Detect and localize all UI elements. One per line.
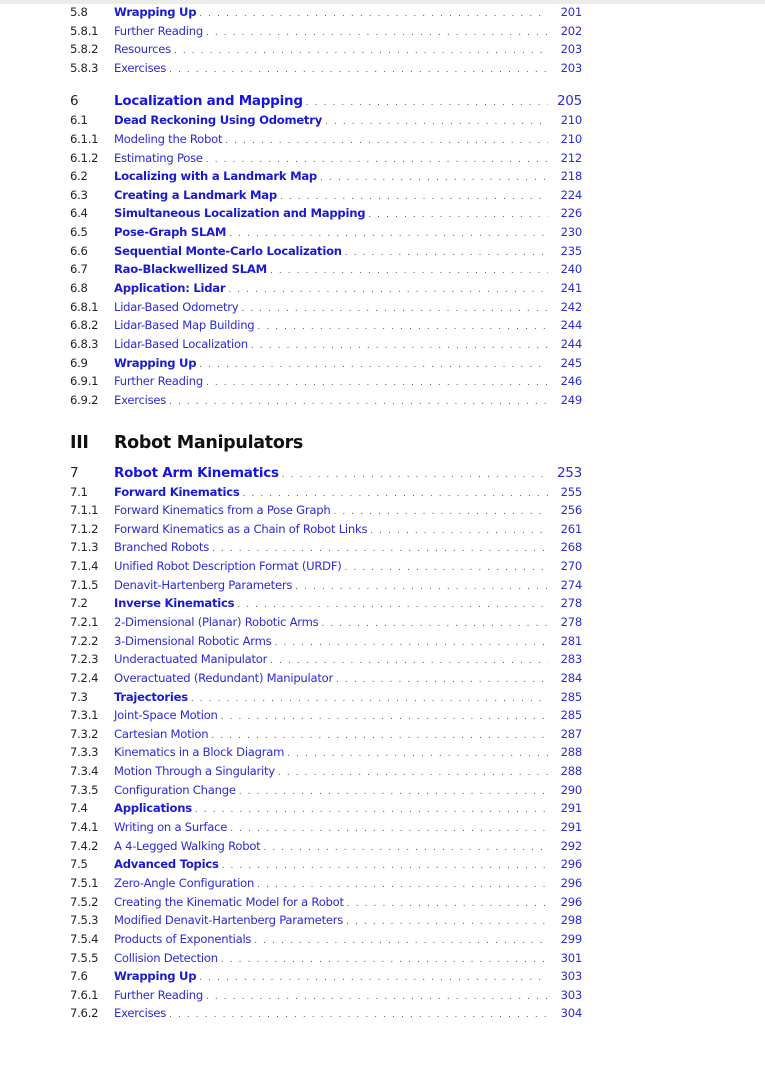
section-number: 7.6 (70, 969, 88, 984)
leader-dots (287, 745, 548, 764)
section-page-link[interactable]: 288 (560, 764, 582, 779)
section-title-link[interactable]: Resources (114, 42, 171, 57)
leader-dots (295, 578, 548, 597)
section-page-link[interactable]: 270 (560, 559, 582, 574)
part-number: III (70, 432, 89, 453)
section-page-link[interactable]: 290 (560, 782, 582, 797)
section-page-link[interactable]: 283 (560, 652, 582, 667)
section-number: 7.1.3 (70, 540, 99, 555)
section-title-link[interactable]: Kinematics in a Block Diagram (114, 745, 285, 760)
section-page-link[interactable]: 298 (560, 913, 582, 928)
toc-subsection-row[interactable] (70, 837, 582, 856)
section-title-link[interactable]: Exercises (114, 1006, 167, 1021)
section-title-link[interactable]: Forward Kinematics from a Pose Graph (114, 503, 331, 518)
section-page-link[interactable]: 249 (560, 392, 582, 407)
section-title-link[interactable]: 2-Dimensional (Planar) Robotic Arms (114, 614, 319, 629)
section-page-link[interactable]: 201 (560, 5, 582, 19)
section-number: 7.6.1 (70, 987, 99, 1002)
section-title-link[interactable]: Pose-Graph SLAM (114, 225, 227, 240)
section-title-link[interactable]: Forward Kinematics (114, 484, 240, 499)
toc-section-row[interactable] (70, 688, 582, 707)
section-page-link[interactable]: 224 (560, 187, 582, 202)
section-page-link[interactable]: 278 (560, 614, 582, 629)
section-number: 5.8.1 (70, 23, 99, 38)
section-title-link[interactable]: Simultaneous Localization and Mapping (114, 206, 366, 221)
toc-subsection-row[interactable] (70, 669, 582, 688)
section-title-link[interactable]: Creating the Kinematic Model for a Robot (114, 894, 344, 909)
leader-dots (345, 559, 548, 578)
toc-subsection-row[interactable] (70, 538, 582, 557)
toc-subsection-row[interactable] (70, 818, 582, 837)
leader-dots (169, 61, 548, 80)
section-title-link[interactable]: Trajectories (114, 689, 188, 704)
section-number: 6.5 (70, 225, 88, 240)
toc-subsection-row[interactable] (70, 706, 582, 725)
toc-subsection-row[interactable] (70, 316, 582, 335)
section-page-link[interactable]: 285 (560, 689, 582, 704)
leader-dots (222, 857, 548, 876)
section-page-link[interactable]: 255 (560, 484, 582, 499)
section-page-link[interactable]: 202 (560, 23, 582, 38)
toc-subsection-row[interactable] (70, 911, 582, 930)
section-title-link[interactable]: Exercises (114, 60, 167, 75)
section-page-link[interactable]: 244 (560, 318, 582, 333)
section-number: 6.7 (70, 262, 88, 277)
section-title-link[interactable]: Applications (114, 801, 192, 816)
toc-block-chapter6 (70, 111, 582, 409)
section-page-link[interactable]: 261 (560, 521, 582, 536)
section-number: 7.2.3 (70, 652, 99, 667)
section-number: 7.4 (70, 801, 88, 816)
leader-dots (199, 5, 548, 24)
toc-subsection-row[interactable] (70, 576, 582, 595)
leader-dots (278, 764, 548, 783)
section-page-link[interactable]: 287 (560, 726, 582, 741)
section-number: 7.3 (70, 689, 88, 704)
toc-subsection-row[interactable] (70, 986, 582, 1005)
section-title-link[interactable]: Cartesian Motion (114, 726, 209, 741)
section-title-link[interactable]: Denavit-Hartenberg Parameters (114, 577, 293, 592)
section-title-link[interactable]: Unified Robot Description Format (URDF) (114, 559, 342, 574)
section-title-link[interactable]: Exercises (114, 392, 167, 407)
section-title-link[interactable]: Estimating Pose (114, 150, 203, 165)
section-title-link[interactable]: Further Reading (114, 374, 203, 389)
section-title-link[interactable]: Dead Reckoning Using Odometry (114, 113, 322, 128)
leader-dots (336, 671, 548, 690)
section-page-link[interactable]: 296 (560, 875, 582, 890)
section-number: 7.1 (70, 484, 88, 499)
section-title-link[interactable]: 3-Dimensional Robotic Arms (114, 633, 272, 648)
leader-dots (174, 42, 548, 61)
section-number: 7.3.5 (70, 782, 99, 797)
toc-subsection-row[interactable] (70, 632, 582, 651)
leader-dots (320, 169, 548, 188)
toc-subsection-row[interactable] (70, 874, 582, 893)
section-title-link[interactable]: Rao-Blackwellized SLAM (114, 262, 267, 277)
leader-dots (199, 356, 548, 375)
section-title-link[interactable]: Joint-Space Motion (114, 708, 218, 723)
section-number: 7.5.2 (70, 894, 99, 909)
section-number: 6.6 (70, 243, 88, 258)
section-title-link[interactable]: Localizing with a Landmark Map (114, 169, 317, 184)
section-page-link[interactable]: 291 (560, 820, 582, 835)
toc-subsection-row[interactable] (70, 40, 582, 59)
section-page-link[interactable]: 244 (560, 336, 582, 351)
toc-section-row[interactable] (70, 242, 582, 261)
toc-subsection-row[interactable] (70, 22, 582, 41)
toc-subsection-row[interactable] (70, 130, 582, 149)
section-number: 7.6.2 (70, 1006, 99, 1021)
leader-dots (347, 895, 548, 914)
chapter-title-link[interactable]: Robot Arm Kinematics (114, 464, 279, 481)
section-page-link[interactable]: 278 (560, 596, 582, 611)
section-page-link[interactable]: 296 (560, 894, 582, 909)
section-title-link[interactable]: Lidar-Based Localization (114, 336, 248, 351)
toc-section-row[interactable] (70, 186, 582, 205)
leader-dots (370, 522, 548, 541)
toc-section-row[interactable] (70, 223, 582, 242)
section-page-link[interactable]: 210 (560, 131, 582, 146)
toc-section-row[interactable] (70, 204, 582, 223)
section-title-link[interactable]: Application: Lidar (114, 281, 226, 296)
section-page-link[interactable]: 304 (560, 1006, 582, 1021)
section-title-link[interactable]: Modified Denavit-Hartenberg Parameters (114, 913, 344, 928)
toc-subsection-row[interactable] (70, 725, 582, 744)
chapter-page-link[interactable]: 253 (556, 464, 582, 481)
toc-subsection-row[interactable] (70, 335, 582, 354)
toc-subsection-row[interactable] (70, 557, 582, 576)
toc-block-chapter5-tail (70, 3, 582, 78)
section-page-link[interactable]: 226 (560, 206, 582, 221)
leader-dots (325, 113, 548, 132)
section-page-link[interactable]: 285 (560, 708, 582, 723)
leader-dots (199, 969, 548, 988)
chapter-number: 7 (70, 464, 79, 481)
toc-subsection-row[interactable] (70, 391, 582, 410)
leader-dots (191, 690, 548, 709)
leader-dots (230, 820, 548, 839)
toc-section-row[interactable] (70, 167, 582, 186)
leader-dots (225, 132, 548, 151)
section-page-link[interactable]: 203 (560, 42, 582, 57)
section-page-link[interactable]: 299 (560, 931, 582, 946)
chapter-page-link[interactable]: 205 (556, 93, 582, 110)
section-number: 6.8.1 (70, 299, 99, 314)
section-page-link[interactable]: 274 (560, 577, 582, 592)
section-number: 7.1.1 (70, 503, 99, 518)
section-page-link[interactable]: 242 (560, 299, 582, 314)
toc-subsection-row[interactable] (70, 520, 582, 539)
leader-dots (206, 24, 548, 43)
section-number: 7.5.1 (70, 875, 99, 890)
section-title-link[interactable]: Underactuated Manipulator (114, 652, 268, 667)
toc-subsection-row[interactable] (70, 930, 582, 949)
section-page-link[interactable]: 212 (560, 150, 582, 165)
section-page-link[interactable]: 235 (560, 243, 582, 258)
section-number: 7.3.3 (70, 745, 99, 760)
leader-dots (257, 318, 548, 337)
leader-dots (254, 932, 548, 951)
section-number: 7.3.1 (70, 708, 99, 723)
section-number: 6.9.1 (70, 374, 99, 389)
section-number: 5.8.3 (70, 60, 99, 75)
section-title-link[interactable]: Products of Exponentials (114, 931, 252, 946)
section-number: 6.8 (70, 281, 88, 296)
section-title-link[interactable]: Further Reading (114, 987, 203, 1002)
section-page-link[interactable]: 291 (560, 801, 582, 816)
section-number: 7.1.4 (70, 559, 99, 574)
toc-subsection-row[interactable] (70, 743, 582, 762)
section-title-link[interactable]: Inverse Kinematics (114, 596, 235, 611)
toc-block-chapter7 (70, 483, 582, 1024)
section-title-link[interactable]: Wrapping Up (114, 969, 197, 984)
section-page-link[interactable]: 268 (560, 540, 582, 555)
section-page-link[interactable]: 301 (560, 950, 582, 965)
leader-dots (195, 801, 548, 820)
leader-dots (321, 615, 548, 634)
leader-dots (368, 206, 548, 225)
section-number: 7.3.2 (70, 726, 99, 741)
section-page-link[interactable]: 303 (560, 969, 582, 984)
section-number: 7.2.1 (70, 614, 99, 629)
toc-subsection-row[interactable] (70, 501, 582, 520)
section-number: 7.2.4 (70, 670, 99, 685)
section-number: 7.3.4 (70, 764, 99, 779)
toc-subsection-row[interactable] (70, 650, 582, 669)
toc-section-row[interactable] (70, 279, 582, 298)
section-number: 7.4.1 (70, 820, 99, 835)
toc-section-row[interactable] (70, 967, 582, 986)
section-title-link[interactable]: Lidar-Based Odometry (114, 299, 239, 314)
section-page-link[interactable]: 303 (560, 987, 582, 1002)
toc-subsection-row[interactable] (70, 372, 582, 391)
section-number: 7.4.2 (70, 838, 99, 853)
leader-dots (270, 262, 548, 281)
toc-subsection-row[interactable] (70, 613, 582, 632)
section-number: 7.2 (70, 596, 88, 611)
leader-dots (239, 783, 548, 802)
toc-subsection-row[interactable] (70, 762, 582, 781)
table-of-contents (70, 3, 582, 1023)
section-number: 6.1 (70, 113, 88, 128)
section-page-link[interactable]: 203 (560, 60, 582, 75)
section-number: 6.1.1 (70, 131, 99, 146)
toc-section-row[interactable] (70, 483, 582, 502)
section-title-link[interactable]: Overactuated (Redundant) Manipulator (114, 670, 334, 685)
section-title-link[interactable]: Wrapping Up (114, 5, 197, 19)
toc-subsection-row[interactable] (70, 1004, 582, 1023)
section-page-link[interactable]: 245 (560, 355, 582, 370)
leader-dots (263, 839, 548, 858)
section-title-link[interactable]: Modeling the Robot (114, 131, 223, 146)
leader-dots (206, 988, 548, 1007)
section-page-link[interactable]: 241 (560, 281, 582, 296)
section-number: 7.2.2 (70, 633, 99, 648)
chapter-number: 6 (70, 93, 79, 110)
section-number: 7.1.2 (70, 521, 99, 536)
section-number: 6.8.3 (70, 336, 99, 351)
section-number: 7.5.5 (70, 950, 99, 965)
section-number: 6.9.2 (70, 392, 99, 407)
section-page-link[interactable]: 256 (560, 503, 582, 518)
leader-dots (274, 634, 548, 653)
section-number: 6.8.2 (70, 318, 99, 333)
section-title-link[interactable]: Lidar-Based Map Building (114, 318, 255, 333)
leader-dots (206, 374, 548, 393)
leader-dots (169, 393, 548, 412)
section-page-link[interactable]: 281 (560, 633, 582, 648)
section-title-link[interactable]: Collision Detection (114, 950, 218, 965)
toc-section-row[interactable] (70, 799, 582, 818)
section-number: 7.5 (70, 857, 88, 872)
toc-chapter-6[interactable] (70, 92, 582, 111)
toc-subsection-row[interactable] (70, 298, 582, 317)
leader-dots (221, 951, 548, 970)
section-page-link[interactable]: 296 (560, 857, 582, 872)
section-number: 6.3 (70, 187, 88, 202)
section-title-link[interactable]: Wrapping Up (114, 355, 197, 370)
section-title-link[interactable]: Sequential Monte-Carlo Localization (114, 243, 342, 258)
section-title-link[interactable]: Branched Robots (114, 540, 209, 555)
section-page-link[interactable]: 210 (560, 113, 582, 128)
toc-part-3 (70, 428, 582, 458)
section-page-link[interactable]: 240 (560, 262, 582, 277)
section-page-link[interactable]: 230 (560, 225, 582, 240)
section-number: 5.8.2 (70, 42, 99, 57)
section-title-link[interactable]: Advanced Topics (114, 857, 219, 872)
section-number: 6.2 (70, 169, 88, 184)
section-number: 7.1.5 (70, 577, 99, 592)
section-number: 6.4 (70, 206, 88, 221)
section-title-link[interactable]: A 4-Legged Walking Robot (114, 838, 261, 853)
section-title-link[interactable]: Forward Kinematics as a Chain of Robot Links (114, 521, 368, 536)
section-page-link[interactable]: 218 (560, 169, 582, 184)
toc-subsection-row[interactable] (70, 893, 582, 912)
leader-dots (241, 300, 548, 319)
toc-chapter-7[interactable] (70, 464, 582, 483)
spacer (70, 78, 582, 93)
toc-subsection-row[interactable] (70, 59, 582, 78)
toc-section-row[interactable] (70, 594, 582, 613)
section-page-link[interactable]: 288 (560, 745, 582, 760)
toc-section-row[interactable] (70, 111, 582, 130)
section-page-link[interactable]: 284 (560, 670, 582, 685)
section-page-link[interactable]: 246 (560, 374, 582, 389)
leader-dots (282, 466, 548, 485)
part-title: Robot Manipulators (114, 432, 304, 453)
section-number: 7.5.3 (70, 913, 99, 928)
leader-dots (306, 94, 548, 113)
toc-subsection-row[interactable] (70, 949, 582, 968)
chapter-title-link[interactable]: Localization and Mapping (114, 93, 303, 110)
section-title-link[interactable]: Zero-Angle Configuration (114, 875, 255, 890)
section-title-link[interactable]: Motion Through a Singularity (114, 764, 275, 779)
toc-section-row[interactable] (70, 3, 582, 22)
section-title-link[interactable]: Writing on a Surface (114, 820, 228, 835)
section-number: 7.5.4 (70, 931, 99, 946)
toc-section-row[interactable] (70, 855, 582, 874)
leader-dots (251, 337, 548, 356)
leader-dots (169, 1006, 548, 1025)
leader-dots (345, 244, 548, 263)
section-number: 6.9 (70, 355, 88, 370)
leader-dots (221, 708, 548, 727)
section-title-link[interactable]: Configuration Change (114, 782, 236, 797)
section-title-link[interactable]: Creating a Landmark Map (114, 187, 277, 202)
section-page-link[interactable]: 292 (560, 838, 582, 853)
toc-section-row[interactable] (70, 354, 582, 373)
toc-subsection-row[interactable] (70, 149, 582, 168)
section-number: 5.8 (70, 5, 88, 19)
section-title-link[interactable]: Further Reading (114, 23, 203, 38)
leader-dots (228, 281, 548, 300)
leader-dots (346, 913, 548, 932)
toc-subsection-row[interactable] (70, 781, 582, 800)
section-number: 6.1.2 (70, 150, 99, 165)
toc-section-row[interactable] (70, 260, 582, 279)
